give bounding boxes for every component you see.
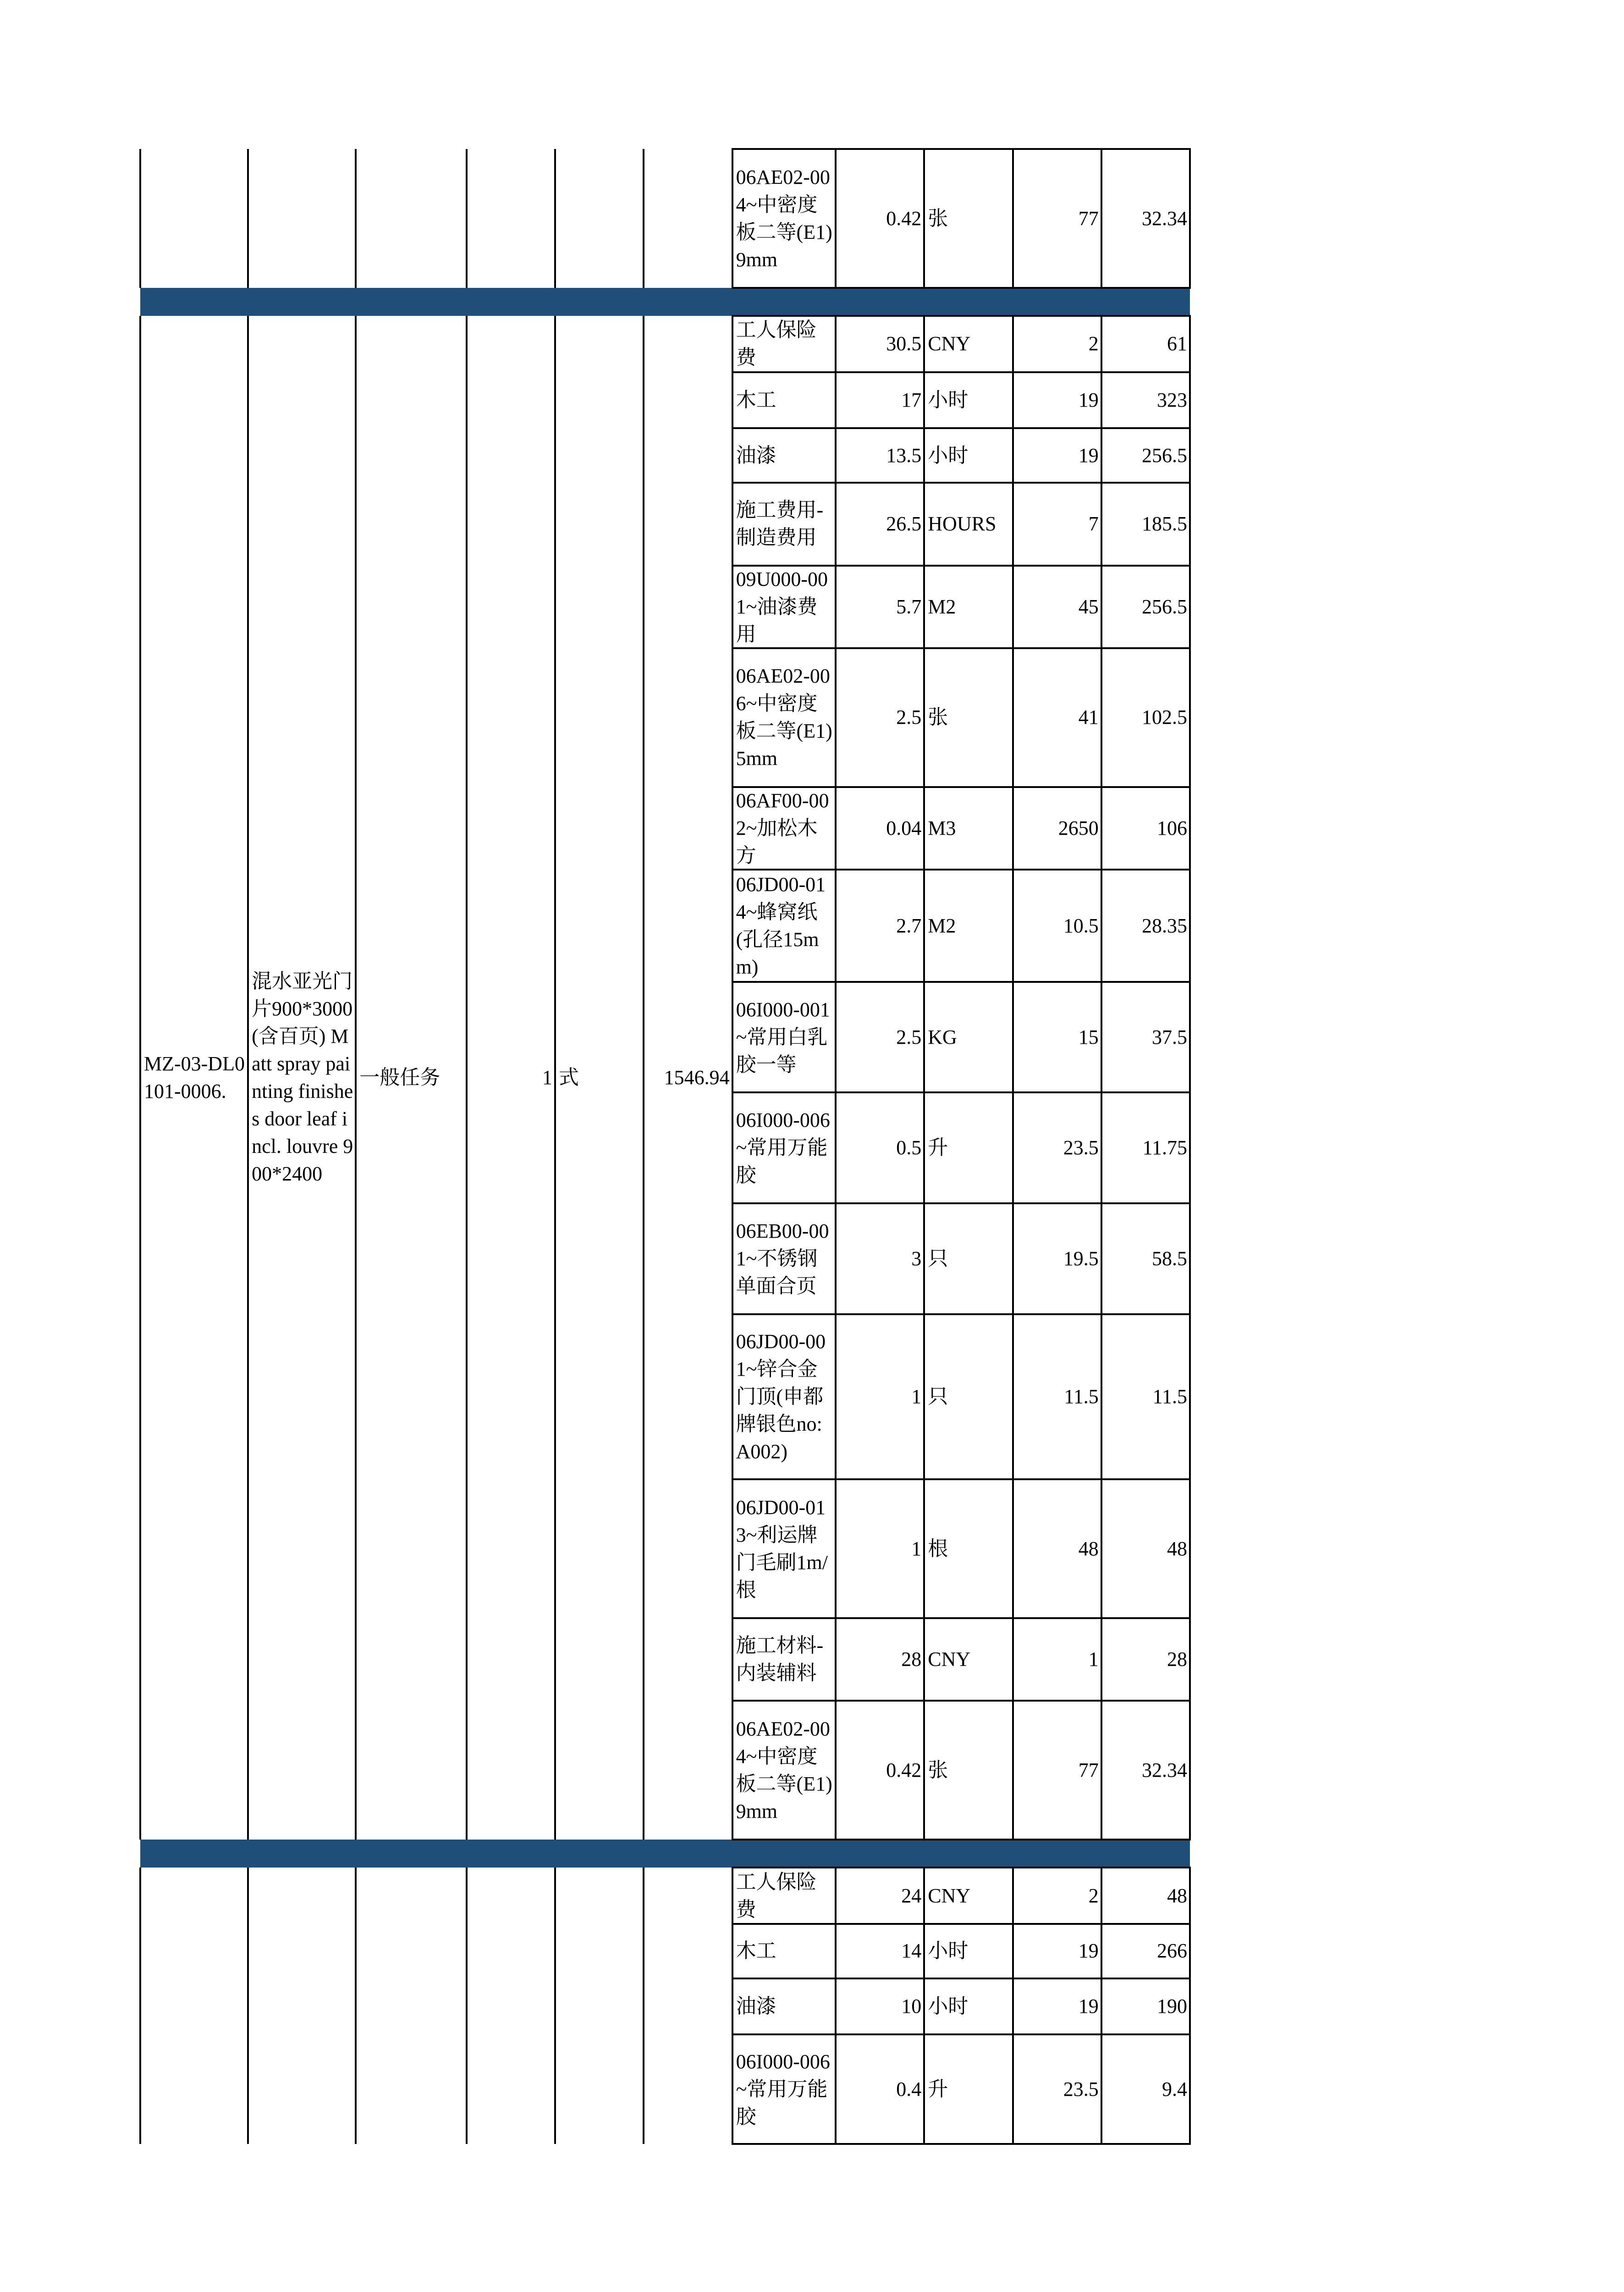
component-unit-cell-text: CNY	[928, 1884, 971, 1907]
component-unit-cell[interactable]	[924, 1203, 1013, 1314]
component-unit-cell-text: 张	[928, 207, 948, 230]
component-quantity-cell[interactable]	[836, 1314, 924, 1480]
component-total-cell[interactable]	[1101, 982, 1190, 1093]
component-unit-price-cell[interactable]	[1013, 1701, 1101, 1840]
component-unit-cell-text: KG	[928, 1025, 957, 1048]
component-description-cell-text: 06I000-006~常用万能胶	[736, 1109, 830, 1187]
component-quantity-cell[interactable]	[836, 428, 924, 483]
component-unit-cell-text: 小时	[928, 1995, 969, 2018]
component-quantity-cell-text: 26.5	[886, 512, 922, 535]
component-total-cell[interactable]	[1101, 1924, 1190, 1978]
component-unit-cell-text: 小时	[928, 444, 969, 467]
column-line	[139, 1868, 141, 2143]
component-unit-cell-text: M2	[928, 914, 956, 937]
component-description-cell-text: 木工	[736, 388, 776, 411]
item-code-cell-text: MZ-03-DL0101-0006.	[143, 1052, 245, 1103]
component-unit-price-cell-text: 45	[1078, 595, 1099, 618]
component-total-cell[interactable]	[1101, 1618, 1190, 1701]
component-quantity-cell-text: 1	[911, 1385, 922, 1408]
column-line	[139, 149, 141, 288]
component-unit-price-cell[interactable]	[1013, 316, 1101, 372]
component-unit-cell-text: M3	[928, 816, 956, 839]
component-unit-cell-text: 小时	[928, 1939, 969, 1962]
component-unit-price-cell-text: 1	[1088, 1648, 1099, 1671]
component-description-cell-text: 06JD00-013~利运牌门毛刷1m/根	[736, 1496, 828, 1601]
component-unit-cell-text: M2	[928, 595, 956, 618]
component-quantity-cell[interactable]	[836, 149, 924, 288]
component-description-cell-text: 施工费用-制造费用	[736, 499, 824, 549]
component-total-cell-text: 48	[1167, 1537, 1188, 1560]
component-description-cell-text: 06AF00-002~加松木方	[736, 789, 829, 867]
component-description-cell[interactable]	[732, 1868, 836, 1923]
component-description-cell[interactable]	[732, 1092, 836, 1203]
component-quantity-cell-text: 5.7	[896, 595, 922, 618]
item-unit-cell[interactable]	[555, 316, 644, 1840]
component-unit-cell-text: CNY	[928, 1648, 971, 1671]
component-total-cell[interactable]	[1101, 1701, 1190, 1840]
component-quantity-cell[interactable]	[836, 982, 924, 1093]
component-quantity-cell-text: 1	[911, 1537, 922, 1560]
component-total-cell-text: 61	[1167, 332, 1188, 355]
component-total-cell-text: 190	[1157, 1995, 1188, 2018]
task-type-cell[interactable]	[356, 316, 467, 1840]
component-total-cell-text: 256.5	[1142, 444, 1188, 467]
component-quantity-cell-text: 28	[901, 1648, 922, 1671]
component-description-cell[interactable]	[732, 982, 836, 1093]
component-description-cell[interactable]	[732, 1314, 836, 1480]
component-unit-cell-text: 升	[928, 2077, 948, 2100]
component-quantity-cell[interactable]	[836, 316, 924, 372]
component-unit-price-cell[interactable]	[1013, 1868, 1101, 1923]
component-unit-price-cell[interactable]	[1013, 566, 1101, 648]
column-line	[247, 1868, 249, 2143]
column-line	[355, 1868, 357, 2143]
component-unit-price-cell[interactable]	[1013, 1203, 1101, 1314]
component-description-cell-text: 06EB00-001~不锈钢单面合页	[736, 1219, 829, 1297]
component-unit-cell[interactable]	[924, 1978, 1013, 2034]
component-quantity-cell-text: 14	[901, 1939, 922, 1962]
component-total-cell-text: 9.4	[1162, 2077, 1188, 2100]
component-unit-cell-text: 升	[928, 1136, 948, 1159]
section-separator-band	[140, 1840, 1190, 1868]
component-quantity-cell-text: 0.4	[896, 2077, 922, 2100]
component-unit-cell[interactable]	[924, 1479, 1013, 1618]
component-quantity-cell[interactable]	[836, 1618, 924, 1701]
item-amount-cell-text: 1546.94	[664, 1066, 730, 1089]
component-quantity-cell-text: 3	[911, 1247, 922, 1270]
component-description-cell[interactable]	[732, 870, 836, 982]
column-line	[554, 1868, 556, 2143]
component-description-cell[interactable]	[732, 316, 836, 372]
section-separator-band	[140, 288, 1190, 316]
component-quantity-cell-text: 0.42	[886, 1758, 922, 1781]
component-total-cell-text: 32.34	[1142, 1758, 1188, 1781]
component-total-cell-text: 28.35	[1142, 914, 1188, 937]
component-unit-price-cell-text: 15	[1078, 1025, 1099, 1048]
component-unit-cell-text: 根	[928, 1537, 948, 1560]
component-unit-price-cell[interactable]	[1013, 1479, 1101, 1618]
component-description-cell-text: 油漆	[736, 1995, 776, 2018]
component-quantity-cell[interactable]	[836, 1978, 924, 2034]
component-unit-cell[interactable]	[924, 1924, 1013, 1978]
component-unit-price-cell[interactable]	[1013, 787, 1101, 870]
column-line	[643, 149, 644, 288]
component-quantity-cell[interactable]	[836, 1092, 924, 1203]
component-unit-cell-text: 只	[928, 1385, 948, 1408]
component-quantity-cell-text: 10	[901, 1995, 922, 2018]
component-quantity-cell-text: 24	[901, 1884, 922, 1907]
component-quantity-cell[interactable]	[836, 1203, 924, 1314]
component-total-cell-text: 11.5	[1152, 1385, 1188, 1408]
component-description-cell[interactable]	[732, 1924, 836, 1978]
component-unit-price-cell-text: 19	[1078, 1995, 1099, 2018]
component-description-cell[interactable]	[732, 1203, 836, 1314]
component-unit-price-cell[interactable]	[1013, 149, 1101, 288]
component-description-cell-text: 施工材料-内装辅料	[736, 1634, 824, 1685]
task-type-cell-text: 一般任务	[359, 1066, 440, 1089]
component-unit-cell[interactable]	[924, 372, 1013, 428]
component-description-cell[interactable]	[732, 648, 836, 787]
component-unit-cell-text: HOURS	[928, 512, 996, 535]
component-unit-price-cell-text: 23.5	[1063, 1136, 1099, 1159]
component-total-cell-text: 266	[1157, 1939, 1188, 1962]
component-description-cell[interactable]	[732, 787, 836, 870]
component-unit-cell-text: 张	[928, 1758, 948, 1781]
component-quantity-cell[interactable]	[836, 1479, 924, 1618]
component-total-cell-text: 32.34	[1142, 207, 1188, 230]
component-quantity-cell[interactable]	[836, 870, 924, 982]
component-description-cell[interactable]	[732, 483, 836, 565]
component-total-cell[interactable]	[1101, 316, 1190, 372]
item-description-cell-text: 混水亚光门片900*3000(含百页) Matt spray painting finishes door leaf incl. louvre 900*2400	[252, 970, 353, 1185]
component-total-cell[interactable]	[1101, 428, 1190, 483]
component-quantity-cell-text: 30.5	[886, 332, 922, 355]
component-unit-price-cell-text: 23.5	[1063, 2077, 1099, 2100]
component-unit-price-cell-text: 11.5	[1064, 1385, 1099, 1408]
column-line	[466, 149, 468, 288]
component-description-cell-text: 工人保险费	[736, 1870, 817, 1921]
component-description-cell-text: 工人保险费	[736, 319, 817, 369]
component-unit-price-cell-text: 19	[1078, 388, 1099, 411]
component-total-cell[interactable]	[1101, 870, 1190, 982]
component-unit-cell[interactable]	[924, 648, 1013, 787]
component-unit-price-cell-text: 19	[1078, 1939, 1099, 1962]
component-total-cell[interactable]	[1101, 566, 1190, 648]
component-unit-price-cell[interactable]	[1013, 1314, 1101, 1480]
component-description-cell[interactable]	[732, 372, 836, 428]
column-line	[643, 1868, 644, 2143]
component-unit-cell[interactable]	[924, 316, 1013, 372]
component-total-cell-text: 106	[1157, 816, 1188, 839]
component-unit-price-cell-text: 41	[1078, 706, 1099, 729]
component-unit-cell-text: 只	[928, 1247, 948, 1270]
component-description-cell-text: 06AE02-004~中密度板二等(E1)9mm	[736, 165, 832, 271]
component-unit-price-cell-text: 7	[1088, 512, 1099, 535]
component-total-cell[interactable]	[1101, 1203, 1190, 1314]
component-description-cell-text: 油漆	[736, 444, 776, 467]
component-description-cell-text: 06I000-001~常用白乳胶一等	[736, 998, 830, 1076]
component-unit-price-cell-text: 2	[1088, 1884, 1099, 1907]
component-unit-price-cell-text: 2	[1088, 332, 1099, 355]
component-quantity-cell[interactable]	[836, 648, 924, 787]
component-unit-price-cell[interactable]	[1013, 982, 1101, 1093]
component-total-cell-text: 58.5	[1152, 1247, 1188, 1270]
item-unit-cell-text: 式	[559, 1066, 579, 1089]
component-quantity-cell[interactable]	[836, 2034, 924, 2143]
component-quantity-cell-text: 0.42	[886, 207, 922, 230]
component-unit-cell[interactable]	[924, 428, 1013, 483]
component-total-cell[interactable]	[1101, 149, 1190, 288]
component-quantity-cell-text: 2.7	[896, 914, 922, 937]
component-unit-cell-text: 小时	[928, 388, 969, 411]
component-unit-cell[interactable]	[924, 982, 1013, 1093]
component-description-cell[interactable]	[732, 428, 836, 483]
component-unit-price-cell-text: 77	[1078, 1758, 1099, 1781]
component-quantity-cell-text: 2.5	[896, 1025, 922, 1048]
component-description-cell[interactable]	[732, 2034, 836, 2143]
component-unit-cell[interactable]	[924, 1701, 1013, 1840]
component-unit-cell[interactable]	[924, 1092, 1013, 1203]
component-unit-price-cell[interactable]	[1013, 372, 1101, 428]
component-total-cell[interactable]	[1101, 648, 1190, 787]
component-description-cell-text: 06AE02-006~中密度板二等(E1)5mm	[736, 665, 832, 770]
component-total-cell-text: 37.5	[1152, 1025, 1188, 1048]
column-line	[355, 149, 357, 288]
item-quantity-cell-text: 1	[542, 1066, 553, 1089]
component-unit-cell-text: CNY	[928, 332, 971, 355]
component-unit-cell[interactable]	[924, 566, 1013, 648]
component-description-cell[interactable]	[732, 1701, 836, 1840]
component-unit-cell[interactable]	[924, 2034, 1013, 2143]
component-quantity-cell-text: 2.5	[896, 706, 922, 729]
component-quantity-cell[interactable]	[836, 1868, 924, 1923]
component-unit-price-cell-text: 19.5	[1063, 1247, 1099, 1270]
component-quantity-cell[interactable]	[836, 1701, 924, 1840]
component-total-cell[interactable]	[1101, 1868, 1190, 1923]
component-description-cell-text: 06I000-006~常用万能胶	[736, 2050, 830, 2128]
component-total-cell-text: 256.5	[1142, 595, 1188, 618]
component-total-cell[interactable]	[1101, 1978, 1190, 2034]
component-quantity-cell-text: 17	[901, 388, 922, 411]
component-unit-price-cell[interactable]	[1013, 483, 1101, 565]
component-total-cell-text: 28	[1167, 1648, 1188, 1671]
component-description-cell[interactable]	[732, 566, 836, 648]
component-unit-price-cell[interactable]	[1013, 1092, 1101, 1203]
item-description-cell[interactable]	[248, 316, 356, 1840]
component-total-cell-text: 102.5	[1142, 706, 1188, 729]
item-amount-cell[interactable]	[644, 316, 732, 1840]
component-quantity-cell[interactable]	[836, 566, 924, 648]
component-unit-price-cell[interactable]	[1013, 1924, 1101, 1978]
component-unit-cell[interactable]	[924, 149, 1013, 288]
component-description-cell-text: 06JD00-001~锌合金门顶(申都牌银色no:A002)	[736, 1330, 826, 1463]
component-quantity-cell[interactable]	[836, 787, 924, 870]
component-description-cell[interactable]	[732, 1978, 836, 2034]
component-quantity-cell[interactable]	[836, 1924, 924, 1978]
component-description-cell-text: 木工	[736, 1939, 776, 1962]
component-unit-price-cell-text: 10.5	[1063, 914, 1099, 937]
column-line	[247, 149, 249, 288]
component-total-cell[interactable]	[1101, 1314, 1190, 1480]
component-unit-cell-text: 张	[928, 706, 948, 729]
component-unit-price-cell[interactable]	[1013, 870, 1101, 982]
component-total-cell-text: 323	[1157, 388, 1188, 411]
column-line	[554, 149, 556, 288]
component-description-cell-text: 06AE02-004~中密度板二等(E1)9mm	[736, 1717, 832, 1823]
component-total-cell[interactable]	[1101, 483, 1190, 565]
component-unit-cell[interactable]	[924, 1314, 1013, 1480]
component-quantity-cell-text: 0.04	[886, 816, 922, 839]
component-total-cell-text: 48	[1167, 1884, 1188, 1907]
column-line	[466, 1868, 468, 2143]
component-total-cell[interactable]	[1101, 1092, 1190, 1203]
component-quantity-cell-text: 13.5	[886, 444, 922, 467]
item-code-cell[interactable]	[140, 316, 248, 1840]
item-quantity-cell[interactable]	[467, 316, 555, 1840]
component-total-cell-text: 11.75	[1142, 1136, 1188, 1159]
component-total-cell[interactable]	[1101, 2034, 1190, 2143]
component-unit-cell[interactable]	[924, 870, 1013, 982]
component-total-cell[interactable]	[1101, 372, 1190, 428]
component-total-cell[interactable]	[1101, 1479, 1190, 1618]
component-quantity-cell[interactable]	[836, 483, 924, 565]
component-quantity-cell[interactable]	[836, 372, 924, 428]
component-unit-cell[interactable]	[924, 483, 1013, 565]
component-total-cell-text: 185.5	[1142, 512, 1188, 535]
component-unit-price-cell-text: 19	[1078, 444, 1099, 467]
component-unit-price-cell[interactable]	[1013, 648, 1101, 787]
component-unit-price-cell[interactable]	[1013, 1978, 1101, 2034]
component-unit-cell[interactable]	[924, 787, 1013, 870]
component-unit-cell[interactable]	[924, 1868, 1013, 1923]
component-total-cell[interactable]	[1101, 787, 1190, 870]
component-description-cell-text: 06JD00-014~蜂窝纸(孔径15mm)	[736, 873, 826, 978]
component-description-cell[interactable]	[732, 1618, 836, 1701]
component-unit-price-cell-text: 2650	[1058, 816, 1099, 839]
component-unit-cell[interactable]	[924, 1618, 1013, 1701]
component-unit-price-cell-text: 77	[1078, 207, 1099, 230]
component-unit-price-cell[interactable]	[1013, 428, 1101, 483]
component-unit-price-cell[interactable]	[1013, 2034, 1101, 2143]
component-unit-price-cell-text: 48	[1078, 1537, 1099, 1560]
component-description-cell[interactable]	[732, 149, 836, 288]
component-quantity-cell-text: 0.5	[896, 1136, 922, 1159]
component-unit-price-cell[interactable]	[1013, 1618, 1101, 1701]
component-description-cell-text: 09U000-001~油漆费用	[736, 567, 828, 645]
component-description-cell[interactable]	[732, 1479, 836, 1618]
